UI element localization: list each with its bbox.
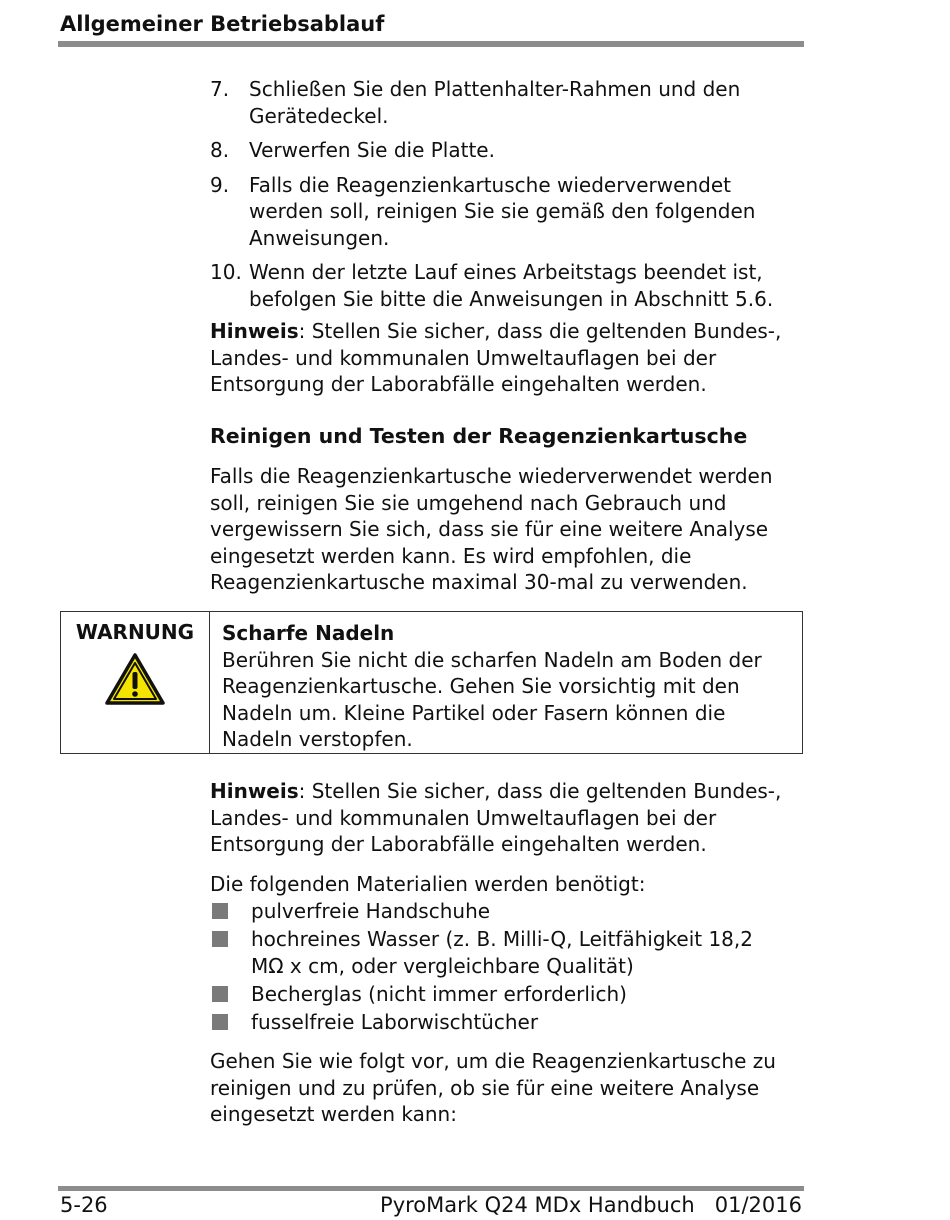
- note-text: : Stellen Sie sicher, dass die geltenden Bundes-, Landes- und kommunalen Umweltauflagen bei der Entsorgung der Laborabfälle eingehalten werden.: [210, 319, 782, 396]
- square-bullet-icon: [212, 986, 228, 1002]
- numbered-steps: [210, 76, 810, 320]
- step-number: 9.: [210, 172, 230, 197]
- step-number: 7.: [210, 77, 230, 101]
- material-text: pulverfreie Handschuhe: [251, 899, 491, 923]
- section-heading: Reinigen und Testen der Reagenzienkartusche: [210, 424, 748, 448]
- list-item: [210, 1009, 810, 1036]
- warning-label: WARNUNG: [75, 620, 195, 644]
- note-label: Hinweis: [210, 319, 299, 343]
- warning-content-cell: [210, 612, 802, 753]
- warning-box: [60, 611, 803, 754]
- warning-label-cell: [61, 612, 210, 753]
- footer-doc-title: PyroMark Q24 MDx Handbuch: [380, 1193, 695, 1217]
- square-bullet-icon: [212, 931, 228, 947]
- material-text: fusselfreie Laborwischtücher: [251, 1009, 539, 1034]
- list-item: [210, 76, 810, 129]
- page-header-title: Allgemeiner Betriebsablauf: [60, 12, 385, 36]
- footer-document: [380, 1193, 802, 1217]
- warning-text: Berühren Sie nicht die scharfen Nadeln am Boden der Reagenzienkartusche. Gehen Sie vorsichtig mit den Nadeln um. Kleine Partikel oder Fasern können die Nadeln verstopfen.: [222, 647, 762, 751]
- material-text: Becherglas (nicht immer erforderlich): [251, 981, 627, 1006]
- materials-intro: Die folgenden Materialien werden benötigt:: [210, 872, 646, 896]
- step-text: Schließen Sie den Plattenhalter-Rahmen und den Gerätedeckel.: [249, 77, 741, 128]
- step-number: 8.: [210, 138, 230, 162]
- list-item: [210, 926, 810, 979]
- procedure-intro: Gehen Sie wie folgt vor, um die Reagenzienkartusche zu reinigen und zu prüfen, ob sie für eine weitere Analyse eingesetzt werden kann:: [210, 1049, 776, 1126]
- step-number: 10.: [210, 260, 242, 284]
- step-text: Falls die Reagenzienkartusche wiederverwendet werden soll, reinigen Sie sie gemäß den folgenden Anweisungen.: [249, 172, 756, 250]
- warning-triangle-icon: [104, 652, 166, 706]
- note-disposal-1: [210, 318, 810, 398]
- cleaning-paragraph: Falls die Reagenzienkartusche wiederverwendet werden soll, reinigen Sie sie umgehend nach Gebrauch und vergewissern Sie sich, dass sie für eine weitere Analyse eingesetzt werden kann. Es wird empfohlen, die Reagenzienkartusche maximal 30-mal zu verwenden.: [210, 464, 773, 594]
- materials-list: [210, 898, 810, 1037]
- step-text: Verwerfen Sie die Platte.: [249, 138, 495, 162]
- list-item: [210, 981, 810, 1008]
- header-rule: [58, 41, 804, 47]
- step-text: Wenn der letzte Lauf eines Arbeitstags beendet ist, befolgen Sie bitte die Anweisungen in Abschnitt 5.6.: [249, 260, 774, 311]
- note-disposal-2: [210, 778, 810, 858]
- list-item: [210, 172, 810, 252]
- footer-page-number: 5-26: [60, 1193, 108, 1217]
- note-text: : Stellen Sie sicher, dass die geltenden Bundes-, Landes- und kommunalen Umweltauflagen bei der Entsorgung der Laborabfälle eingehalten werden.: [210, 779, 782, 856]
- list-item: [210, 898, 810, 925]
- footer-date: 01/2016: [714, 1193, 802, 1217]
- footer-rule: [58, 1186, 804, 1191]
- list-item: [210, 137, 810, 164]
- warning-title: Scharfe Nadeln: [222, 621, 395, 645]
- note-label: Hinweis: [210, 779, 299, 803]
- square-bullet-icon: [212, 903, 228, 919]
- list-item: [210, 259, 810, 312]
- material-text: hochreines Wasser (z. B. Milli-Q, Leitfähigkeit 18,2 MΩ x cm, oder vergleichbare Qualität): [251, 927, 753, 978]
- square-bullet-icon: [212, 1014, 228, 1030]
